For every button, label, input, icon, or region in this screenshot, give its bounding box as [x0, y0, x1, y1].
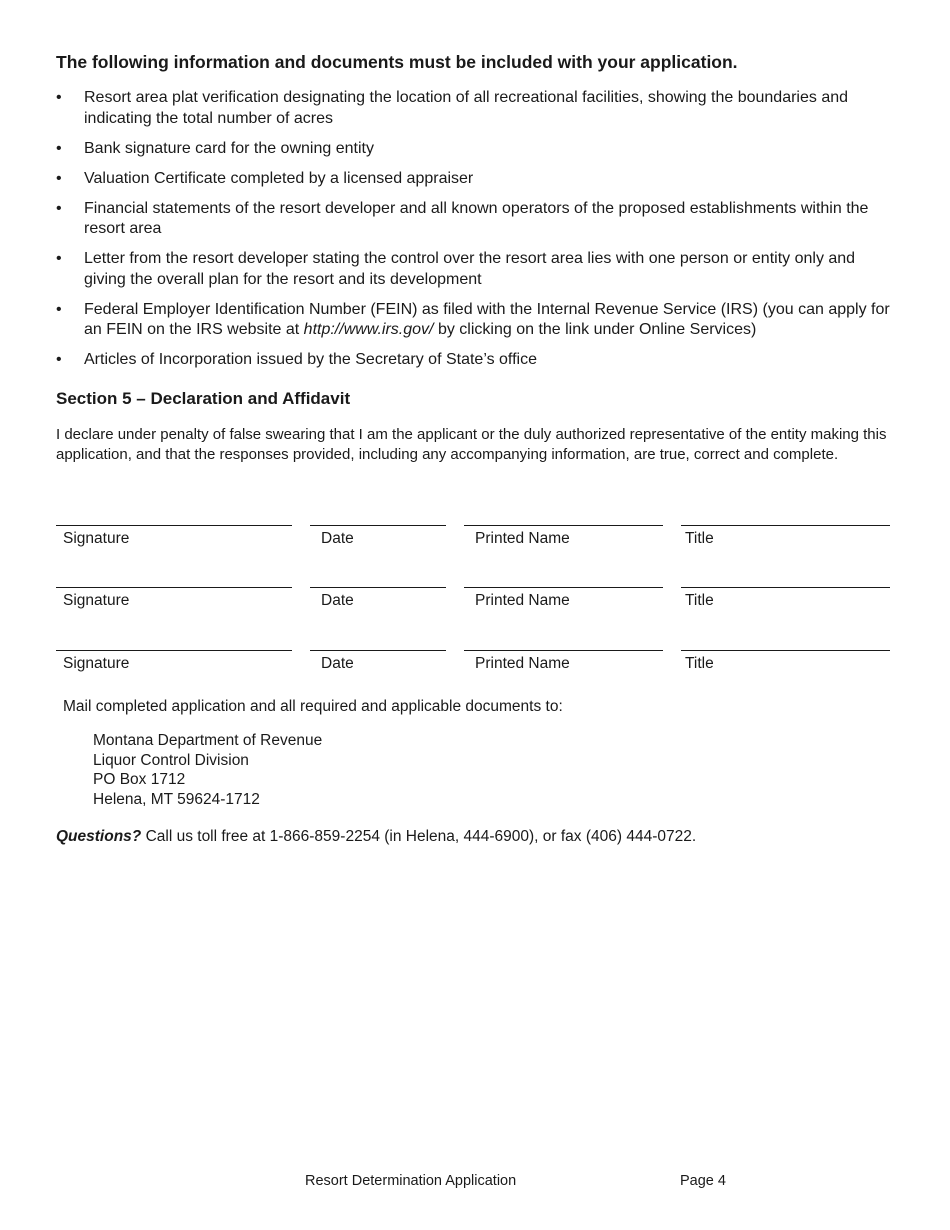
title-label: Title [685, 655, 714, 672]
section-title: Section 5 – Declaration and Affidavit [56, 389, 351, 408]
requirement-bank-card: Bank signature card for the owning entity [84, 139, 374, 157]
declaration-text: I declare under penalty of false swearing that I am the applicant or the duly authorized representative of the entity making this application, and that the responses provided, including any accompanying information, are true, correct and complete. [56, 426, 887, 463]
list-item [56, 300, 898, 341]
address-line: Liquor Control Division [93, 751, 249, 769]
bullet-icon: • [56, 250, 62, 267]
requirements-list [56, 88, 898, 380]
bullet-icon: • [56, 199, 62, 217]
footer-form-title: Resort Determination Application [305, 1173, 517, 1189]
title-line[interactable] [681, 650, 890, 651]
bullet-icon: • [56, 300, 62, 318]
title-line[interactable] [681, 525, 890, 526]
requirement-financials: Financial statements of the resort developer and all known operators of the proposed establishments within the resort area [84, 199, 869, 237]
address-line: Montana Department of Revenue [93, 732, 323, 749]
printed-name-label: Printed Name [475, 655, 570, 672]
signature-line[interactable] [56, 650, 292, 651]
requirement-letter: Letter from the resort developer stating the control over the resort area lies with one person or entity only and giving the overall plan for the resort and its development [84, 250, 856, 288]
printed-name-line[interactable] [464, 650, 663, 651]
fein-text-after: by clicking on the link under Online Services) [433, 321, 757, 338]
requirement-valuation: Valuation Certificate completed by a licensed appraiser [84, 169, 474, 187]
list-item [56, 88, 898, 129]
signature-line[interactable] [56, 525, 292, 526]
signature-label: Signature [63, 655, 130, 672]
requirement-articles: Articles of Incorporation issued by the Secretary of State’s office [84, 351, 537, 368]
date-label: Date [321, 592, 354, 609]
title-label: Title [685, 592, 714, 609]
irs-link[interactable]: http://www.irs.gov/ [303, 321, 434, 338]
list-item [56, 139, 898, 160]
signature-label: Signature [63, 530, 130, 547]
date-label: Date [321, 530, 354, 547]
fein-text-before: Federal Employer Identification Number (FEIN) as filed with the Internal Revenue Service (IRS) (you can apply for an FEIN on the IRS website at [84, 300, 890, 338]
list-item [56, 169, 898, 190]
requirement-plat: Resort area plat verification designating the location of all recreational facilities, showing the boundaries and indicating the total number of acres [84, 89, 849, 127]
printed-name-line[interactable] [464, 525, 663, 526]
list-item [56, 199, 898, 240]
signature-row [0, 650, 950, 680]
date-line[interactable] [310, 587, 446, 588]
questions-contact [56, 828, 696, 846]
signature-label: Signature [63, 592, 130, 609]
signature-row [0, 587, 950, 617]
date-line[interactable] [310, 525, 446, 526]
bullet-icon: • [56, 169, 62, 187]
address-line: Helena, MT 59624-1712 [93, 791, 260, 809]
mail-instruction: Mail completed application and all required and applicable documents to: [63, 698, 563, 715]
date-line[interactable] [310, 650, 446, 651]
title-line[interactable] [681, 587, 890, 588]
signature-row [0, 525, 950, 555]
date-label: Date [321, 655, 354, 672]
bullet-icon: • [56, 351, 62, 368]
title-label: Title [685, 530, 714, 547]
page-number: Page 4 [680, 1173, 726, 1189]
list-item [56, 249, 898, 290]
requirements-heading: The following information and documents must be included with your application. [56, 52, 738, 72]
list-item [56, 350, 898, 371]
bullet-icon: • [56, 139, 62, 157]
mailing-address [93, 731, 322, 810]
bullet-icon: • [56, 89, 62, 106]
requirement-fein [84, 301, 890, 339]
questions-text: Call us toll free at 1-866-859-2254 (in Helena, 444-6900), or fax (406) 444-0722. [141, 828, 697, 845]
signature-line[interactable] [56, 587, 292, 588]
address-line: PO Box 1712 [93, 771, 186, 789]
questions-label: Questions? [56, 828, 142, 845]
printed-name-line[interactable] [464, 587, 663, 588]
printed-name-label: Printed Name [475, 530, 570, 547]
printed-name-label: Printed Name [475, 592, 570, 609]
